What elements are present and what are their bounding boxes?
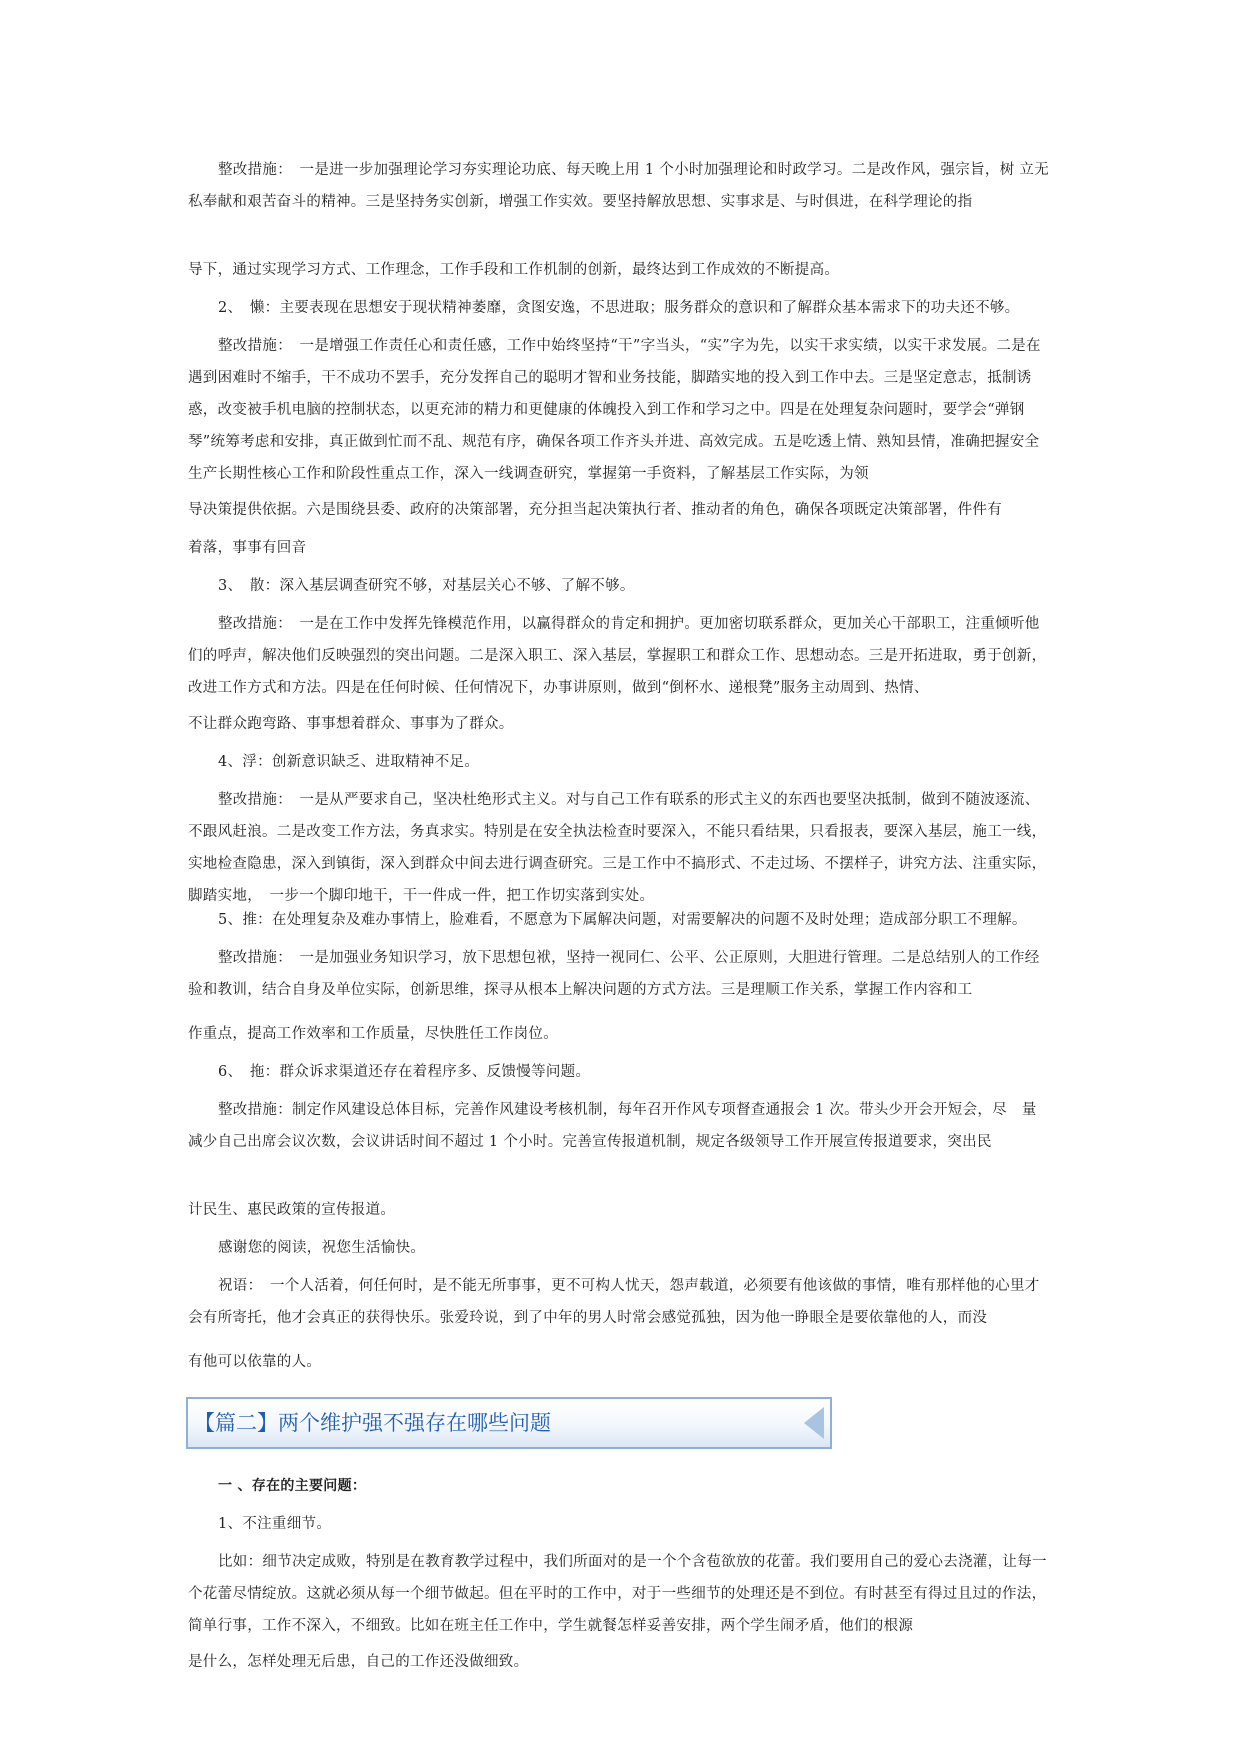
paragraph-blessing (188, 1270, 1050, 1334)
paragraph-text: 是什么，怎样处理无后患，自己的工作还没做细致。 (188, 1654, 529, 1670)
section-heading (188, 1470, 1050, 1502)
paragraph-continuation (188, 532, 1050, 564)
paragraph-item-5 (188, 904, 1050, 936)
paragraph-thanks (188, 1232, 1050, 1264)
paragraph-text: 6、 拖：群众诉求渠道还存在着程序多、反馈慢等问题。 (218, 1064, 591, 1080)
paragraph-continuation (188, 254, 1050, 286)
heading-text: 一 、存在的主要问题： (218, 1478, 367, 1494)
paragraph-text: 5、推：在处理复杂及难办事情上，脸难看，不愿意为下属解决问题，对需要解决的问题不及时处理；造成部分职工不理解。 (218, 912, 1027, 928)
paragraph-item-4 (188, 746, 1050, 778)
section-banner (186, 1397, 832, 1449)
paragraph-text: 3、 散：深入基层调查研究不够，对基层关心不够、了解不够。 (218, 578, 635, 594)
paragraph-rectification-5 (188, 942, 1050, 1006)
paragraph-text: 导下，通过实现学习方式、工作理念，工作手段和工作机制的创新，最终达到工作成效的不断提高。 (188, 262, 840, 278)
paragraph-text: 整改措施： 一是进一步加强理论学习夯实理论功底、每天晚上用 1 个小时加强理论和时政学习。二是改作风，强宗旨，树 立无私奉献和艰苦奋斗的精神。三是坚持务实创新，增强工作实效。要坚持解放思想、实事求是、与时俱进，在科学理论的指 (188, 162, 1049, 210)
paragraph-text: 1、不注重细节。 (218, 1516, 332, 1532)
paragraph-text: 计民生、惠民政策的宣传报道。 (188, 1202, 396, 1218)
paragraph-rectification-2 (188, 330, 1050, 490)
paragraph-text: 作重点，提高工作效率和工作质量，尽快胜任工作岗位。 (188, 1026, 558, 1042)
paragraph-item-6 (188, 1056, 1050, 1088)
paragraph-text: 4、浮：创新意识缺乏、进取精神不足。 (218, 754, 480, 770)
paragraph-continuation (188, 494, 1050, 526)
paragraph-item-1 (188, 1508, 1050, 1540)
paragraph-rectification-3 (188, 608, 1050, 704)
paragraph-text: 整改措施： 一是加强业务知识学习，放下思想包袱，坚持一视同仁、公平、公正原则，大胆进行管理。二是总结别人的工作经验和教训，结合自身及单位实际，创新思维，探寻从根本上解决问题的方式方法。三是理顺工作关系，掌握工作内容和工 (188, 950, 1040, 998)
paragraph-text: 整改措施： 一是在工作中发挥先锋模范作用，以赢得群众的肯定和拥护。更加密切联系群众，更加关心干部职工，注重倾听他们的呼声，解决他们反映强烈的突出问题。二是深入职工、深入基层，掌握职工和群众工作、思想动态。三是开拓进取，勇于创新，改进工作方式和方法。四是在任何时候、任何情况下，办事讲原则，做到“倒杯水、递根凳”服务主动周到、热情、 (188, 616, 1047, 696)
paragraph-text: 导决策提供依据。六是围绕县委、政府的决策部署，充分担当起决策执行者、推动者的角色，确保各项既定决策部署，件件有 (188, 502, 1002, 518)
paragraph-rectification-6 (188, 1094, 1050, 1158)
section-title: 【篇二】两个维护强不强存在哪些问题 (194, 1411, 551, 1435)
paragraph-text: 整改措施：制定作风建设总体目标，完善作风建设考核机制，每年召开作风专项督查通报会 1 次。带头少开会开短会，尽 量减少自己出席会议次数，会议讲话时间不超过 1 个小时。完善宣传报道机制，规定各级领导工作开展宣传报道要求，突出民 (188, 1102, 1037, 1150)
paragraph-rectification-1 (188, 154, 1050, 218)
paragraph-text: 整改措施： 一是增强工作责任心和责任感，工作中始终坚持“干”字当头，“实”字为先，以实干求实绩，以实干求发展。二是在遇到困难时不缩手，干不成功不罢手，充分发挥自己的聪明才智和业务技能，脚踏实地的投入到工作中去。三是坚定意志，抵制诱惑，改变被手机电脑的控制状态，以更充沛的精力和更健康的体魄投入到工作和学习之中。四是在处理复杂问题时，要学会“弹钢琴”统筹考虑和安排，真正做到忙而不乱、规范有序，确保各项工作齐头并进、高效完成。五是吃透上情、熟知县情，准确把握安全生产长期性核心工作和阶段性重点工作，深入一线调查研究，掌握第一手资料，了解基层工作实际，为领 (188, 338, 1041, 482)
arrow-icon (804, 1407, 824, 1439)
paragraph-item-2 (188, 292, 1050, 324)
paragraph-continuation (188, 1646, 1050, 1678)
paragraph-continuation (188, 1346, 1050, 1378)
paragraph-text: 比如：细节决定成败，特别是在教育教学过程中，我们所面对的是一个个含苞欲放的花蕾。我们要用自己的爱心去浇灌，让每一个花蕾尽情绽放。这就必须从每一个细节做起。但在平时的工作中，对于一些细节的处理还是不到位。有时甚至有得过且过的作法，简单行事，工作不深入，不细致。比如在班主任工作中，学生就餐怎样妥善安排，两个学生闹矛盾，他们的根源 (188, 1554, 1047, 1634)
paragraph-continuation (188, 1018, 1050, 1050)
paragraph-continuation (188, 708, 1050, 740)
paragraph-item-3 (188, 570, 1050, 602)
paragraph-text: 2、 懒：主要表现在思想安于现状精神萎靡，贪图安逸，不思进取；服务群众的意识和了解群众基本需求下的功夫还不够。 (218, 300, 1020, 316)
paragraph-text: 整改措施： 一是从严要求自己，坚决杜绝形式主义。对与自己工作有联系的形式主义的东西也要坚决抵制，做到不随波逐流、不跟风赶浪。二是改变工作方法，务真求实。特别是在安全执法检查时要深入，不能只看结果，只看报表，要深入基层，施工一线，实地检查隐患，深入到镇街，深入到群众中间去进行调查研究。三是工作中不搞形式、不走过场、不摆样子，讲究方法、注重实际，脚踏实地， 一步一个脚印地干，干一件成一件，把工作切实落到实处。 (188, 792, 1047, 904)
paragraph-rectification-4 (188, 784, 1050, 912)
paragraph-continuation (188, 1194, 1050, 1226)
paragraph-text: 不让群众跑弯路、事事想着群众、事事为了群众。 (188, 716, 514, 732)
paragraph-text: 有他可以依靠的人。 (188, 1354, 322, 1370)
paragraph-example (188, 1546, 1050, 1642)
paragraph-text: 着落，事事有回音 (188, 540, 307, 556)
paragraph-text: 感谢您的阅读，祝您生活愉快。 (218, 1240, 426, 1256)
paragraph-text: 祝语： 一个人活着，何任何时，是不能无所事事，更不可构人忧天，怨声载道，必须要有他该做的事情，唯有那样他的心里才会有所寄托，他才会真正的获得快乐。张爱玲说，到了中年的男人时常会感觉孤独，因为他一睁眼全是要依靠他的人，而没 (188, 1278, 1040, 1326)
